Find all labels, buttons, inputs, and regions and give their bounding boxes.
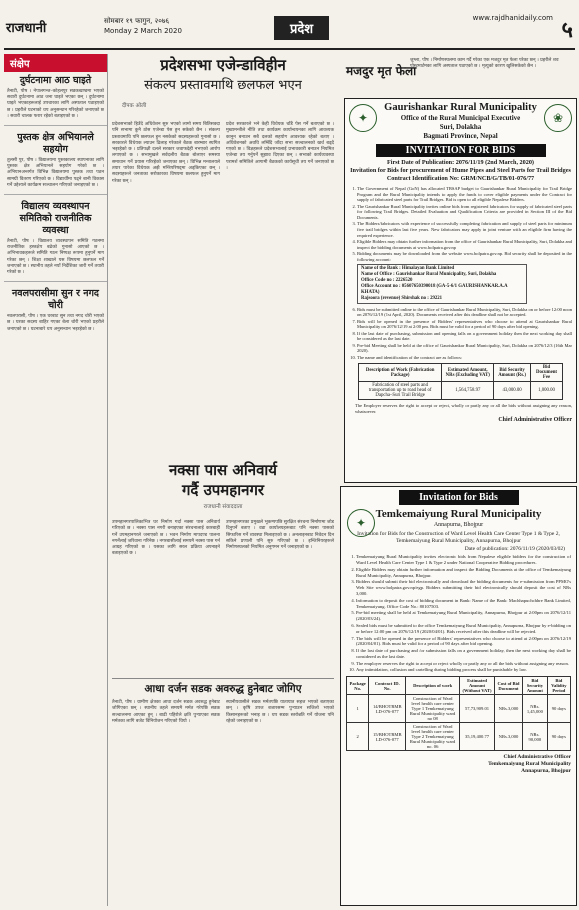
emblem-icon: ❀ (544, 104, 572, 132)
brief-story (4, 198, 107, 278)
clause: 3. Bidders should submit their bid electronically and download the bidding documents for e-submission from PPMO's Web Site www.bolpatra.gov.np/egp. Bidders submitting their bid electronically should deposit the cost of NRs 3,000. (356, 579, 571, 597)
masthead (4, 14, 575, 48)
notice-clauses (346, 554, 571, 673)
notice-clauses-2 (349, 307, 572, 361)
table-cell: Construction of Ward level health care center Type 1 Temkemaiyung Rural Municipality ward no 08 (406, 695, 460, 723)
notice-org: Gaurishankar Rural Municipality (384, 102, 537, 113)
table-header: Estimated Amount (Without VAT) (460, 677, 495, 695)
small-story-body: जुम्ला, पौष । निर्माणस्थलमा काम गर्दै गरेका एक मजदुर मृत फेला परेका छन् । प्रहरीले शव पोस्टमार्टमका लागि अस्पताल पठाएको छ । मृत्युको कारण खुलिसकेको छैन । (410, 58, 559, 70)
second-body-col2: उपमहानगरका प्रमुखले भूकम्पपछि सुरक्षित संरचना निर्माणमा जोड दिनुपर्ने बताए । वडा कार्यालयहरूबाट पनि नक्सा पासको सिफारिस गर्ने व्यवस्था मिलाइएको छ । अनलाइनबाट निवेदन दिन सकिने प्रणाली पनि सुरु गरिएको छ । इन्जिनियरहरूले निर्माणस्थलको नियमित अनुगमन गर्ने जनाइएको छ । (226, 520, 334, 551)
table-header: Description of work (406, 677, 460, 695)
brief-headline: विद्यालय व्यवस्थापन समितिको राजनीतिक व्यवस्था (19, 201, 92, 237)
brief-headline: दुर्घटनामा आठ घाइते (19, 75, 92, 86)
table-cell: NRs.3,000 (494, 695, 522, 723)
table-header: Package No. (347, 677, 369, 695)
brief-story (4, 72, 107, 122)
temkemaiyung-bid-notice (340, 486, 577, 906)
section-label: प्रदेश (274, 16, 329, 40)
third-headline: आधा दर्जन सडक अवरुद्ध हुनेबाट जोगिए (112, 678, 334, 696)
issue-date (104, 16, 254, 36)
clause: 8. If the last date of purchasing, submission and opening falls on a government holiday then the next working day shall be considered as the last date. (357, 331, 572, 342)
table-header: Estimated Amount, NRs (Excluding VAT) (442, 364, 494, 382)
notice-subject: Invitation for Bids for procurement of Hume Pipes and Steel Parts for Trail Bridges (350, 167, 571, 174)
brief-story (4, 129, 107, 191)
signature-place: Annapurna, Bhojpur (521, 768, 571, 775)
table-header: Bid Security Amount (Rs.) (494, 364, 531, 382)
table-cell: 15/BHOTRMB LD-076-077 (369, 723, 406, 751)
signature-org: Temkemaiyung Rural Municipality (488, 761, 571, 768)
brief-body: तैनाटी, पौष । नेपालगन्ज–कोहलपुर सडकखण्डमा भएको सवारी दुर्घटनामा आठ जना घाइते भएका छन् । दुर्घटनामा घाइते भएकाहरूलाई उपचारका लागि अस्पताल पठाइएको छ । प्रहरीले घटनाको थप अनुसन्धान गरिरहेको जनाएको छ । सवारी चालक फरार रहेको बताइएको छ । (7, 89, 104, 119)
website-url: www.rajdhanidaily.com (472, 14, 553, 22)
clause: 10. Any intimidation, collusion and cartelling during bidding process shall be punishable by law. (356, 667, 571, 673)
second-story-header (112, 460, 334, 510)
table-row (358, 382, 562, 400)
clause: 4. Eligible Bidders may obtain further information from the office of Gaurishankar Rural Municipality, Suri, Dolakha and inspect the bidding documents at www.bolpatra.gov.np (357, 239, 572, 250)
clause: 1. The Government of Nepal (GoN) has allocated TBSAP budget to Gaurishankar Rural Municipality for Trail Bridge Program and the Rural Municipality intends to apply the funds to cover eligible payments under the Contract for supply of fabricated steel parts for Trail Bridges. Bid is open to all eligible Nepalese Bidders. (357, 186, 572, 203)
second-headline-line2: गर्दै उपमहानगर (181, 481, 265, 499)
brief-body: तैनाटी, पौष । विद्यालय व्यवस्थापन समिति गठनमा राजनीतिक हस्तक्षेप बढेको गुनासो आएको छ । अभिभावकहरूले समिति गठन निष्पक्ष रूपमा हुनुपर्ने माग गरेका छन् । शिक्षा शाखाले यस विषयमा छलफल गर्ने जनाएको छ । स्थानीय तहले नयाँ निर्देशिका जारी गर्ने तयारी गरेको छ । (7, 239, 104, 276)
table-header: Description of Work (Fabrication Package) (358, 364, 441, 382)
clause: 6. Sealed bids must be submitted to the office Temkemaiyung Rural Municipality, Annapurna, Bhojpur by e-bidding on or before 12:00 pm on 2076/12/19 (2020/04/01). Bids received after this deadline will be rejected. (356, 623, 571, 635)
table-cell: 1,564,758.97 (442, 382, 494, 400)
table-cell: 43,000.00 (494, 382, 531, 400)
bank-name: Name of the Bank : Himalayan Bank Limited (361, 265, 455, 271)
notice-org: Temkemaiyung Rural Municipality (375, 508, 542, 520)
notice-place: Annapurna, Bhojpur (433, 522, 484, 528)
bank-details (357, 264, 527, 304)
brief-headline: पुस्तक क्षेत्र अभियानले सहयोग (17, 132, 94, 156)
table-cell: NRs. 90,000 (523, 723, 548, 751)
brief-column (4, 54, 108, 906)
bank-code: Office Code no : 2226520 (361, 277, 413, 283)
second-body-col1: उपमहानगरपालिकाभित्र घर निर्माण गर्दा नक्सा पास अनिवार्य गरिएको छ । नक्सा पास नगरी बनाइएका संरचनालाई कारबाही गर्ने उपमहानगरले जनाएको छ । भवन निर्माण मापदण्ड पालना नगर्नेलाई जरिवाना गरिनेछ । नगरबासीलाई समयमै नक्सा पास गर्न आग्रह गरिएको छ । यसका लागि सरल प्रक्रिया अपनाइने बताइएको छ । (112, 520, 220, 557)
notice-contract-id: Contract Identification No: GRM/NCB/G/TB/01-076/77 (386, 175, 535, 182)
table-cell: 90 days (547, 723, 570, 751)
clause: 5. Pre-bid meeting shall be held at Temkemaiyung Rural Municipality, Annapurna, Bhojpur at 2:00pm on 2076/12/11 (2020/03/24). (356, 610, 571, 622)
clause: 9. Pre-bid Meeting shall be held at the office of Gaurishankar Rural Municipality, Suri, Dolakha on 2076/12/3 (16th Mar 2020). (357, 343, 572, 354)
brief-story (4, 285, 107, 335)
table-cell: 57,73,909.01 (460, 695, 495, 723)
small-story-headline: मजदुर मृत फेला (346, 64, 417, 78)
bank-office: Name of Office : Gaurishankar Rural Municipality, Suri, Dolakha (361, 271, 497, 277)
notice-signature: Chief Administrative Officer (498, 416, 572, 423)
brief-section-header: संक्षेप (4, 54, 107, 72)
table-cell: 2 (347, 723, 369, 751)
notice-table (358, 363, 563, 400)
table-cell: NRs. 1,45,000 (523, 695, 548, 723)
brief-body: नवलपरासी, पौष । एक घरबाट सुन तथा नगद चोरी भएको छ । घरका सदस्य बाहिर गएका बेला चोरी भएको प्रहरीले जनाएको छ । घटनाबारे थप अनुसन्धान भइरहेको छ । (7, 314, 104, 332)
page-number: ५ (561, 17, 573, 43)
notice-table (346, 676, 571, 751)
gaurishankar-bid-notice (344, 98, 577, 483)
table-header: Bid Security Amount (523, 677, 548, 695)
clause: 7. The bids will be opened in the presence of Bidders' representatives who choose to attend at 2:00pm on 2076/12/19 (2020/04/01). Bids must be valid for a period of 90 days after bid opening. (356, 636, 571, 648)
table-row (347, 723, 571, 751)
notice-clauses (349, 186, 572, 263)
table-cell: 1 (347, 695, 369, 723)
third-body-col1: तैनाटी, पौष । ग्रामीण क्षेत्रका आधा दर्जन सडक अवरुद्ध हुनेबाट जोगिएका छन् । स्थानीय तहले समयमै मर्मत गरेपछि सडक सञ्चालनमा आएका हुन् । बाढी पहिरोले क्षति पुर्‍याएका सडक मर्मतका लागि बजेट विनियोजन गरिएको थियो । (112, 700, 220, 724)
bank-account: Office Account no : 05607650390018 (GA-5-6/1 GAURISHANKAR.A.A KHATA) (361, 283, 508, 295)
emblem-icon: ✦ (349, 104, 377, 132)
table-header-row (347, 677, 571, 695)
notice-title: INVITATION FOR BIDS (376, 144, 546, 157)
clause: 5. Bidding documents may be downloaded from the website www.bolpatra.gov.np. Bid security shall be deposited in the following account: (357, 251, 572, 262)
notice-publication-date: Date of publication: 2076/11/19 (2020/03/02) (464, 546, 565, 552)
table-header: Contract ID. No. (369, 677, 406, 695)
lead-body-col1: प्रदेशसभाको हिउँदे अधिवेशन सुरु भएको लामो समय बितिसक्दा पनि सभामा कुनै ठोस एजेन्डा पेस हुन सकेको छैन । संकल्प प्रस्तावमाथि पनि छलफल हुन नसकेको सदस्यहरूको गुनासो छ । सरकारले विधेयक ल्याउन ढिलाइ गरेकाले बैठक बारम्बार स्थगित भइरहेको छ । प्रतिपक्षी दलले सरकार जवाफदेही नभएको आरोप लगाएको छ । सभामुखले सर्वदलीय बैठक बोलाएर समस्या समाधान गर्ने प्रयास गरिरहेको जनाएका छन् । विभिन्न मन्त्रालयले तयार पारेका विधेयक अझै मन्त्रिपरिषद्‌मा अड्किएका छन् । सदस्यहरूले जनताका सरोकारका विषयमा छलफल हुनुपर्ने माग गरेका छन् । (112, 122, 220, 184)
clause: 2. Eligible Bidders may obtain further information and inspect the Bidding Documents at the office of Temkemaiyung Rural Municipality, Annapurna, Bhojpur. (356, 567, 571, 579)
clause: 6. Bids must be submitted online to the office of Gaurishankar Rural Municipality, Suri, Dolakha on or before 12:00 noon on 2076/12/19 (1st April, 2020). Documents received after this deadline shall not be accepted. (357, 307, 572, 318)
table-header: Bid Validity Period (547, 677, 570, 695)
clause: 1. Temkemaiyung Rural Municipality invites electronic bids from Nepalese eligible bidders for the construction of Ward Level Health Care Center Type 1 & Type 2 under National Cooperative Bidding procedures. (356, 554, 571, 566)
clause: 10. The name and identification of the contract are as follows: (357, 355, 572, 361)
table-row (347, 695, 571, 723)
notice-signature (346, 754, 571, 775)
notice-closing: The Employer reserves the right to accept or reject, wholly or partly any or all the bids without assigning any reason, whatsoever. (355, 403, 572, 414)
notice-office: Office of the Rural Municipal Executive (400, 114, 521, 122)
signature-title: Chief Administrative Officer (503, 754, 571, 761)
lead-headline: प्रदेशसभा एजेन्डाविहीन (160, 56, 286, 74)
clause: 9. The employer reserves the right to accept or reject wholly or partly any or all the bids without assigning any reason. (356, 661, 571, 667)
table-cell: Fabrication of steel parts and transportation up to road head of Dapcha–Suri Trail Bridge (358, 382, 441, 400)
second-headline-line1: नक्सा पास अनिवार्य (168, 461, 278, 479)
table-cell: 14/BHOTRMB LD-076-077 (369, 695, 406, 723)
divider (4, 125, 107, 126)
notice-invitation: Invitation for Bids for the Construction of Ward Level Health Care Center Type 1 & Type 2, Temkemaiyung Rural Municipality, Annapurna, Bhojpur (357, 531, 560, 544)
third-body-col2: स्थानीयवासीले सडक मर्मतपछि यातायात सहज भएको बताएका छन् । कृषि उपज बजारसम्म पुर्‍याउन सजिलो भएको किसानहरूको भनाइ छ । थप सडक स्तरोन्नति गर्ने योजना पनि रहेको जनाइएको छ । (226, 700, 334, 724)
table-cell: 90 days (547, 695, 570, 723)
table-cell: 35,19,400.77 (460, 723, 495, 751)
notice-region: Bagmati Province, Nepal (423, 132, 498, 140)
second-byline: राजधानी संवाददाता (203, 504, 243, 510)
brief-body: तुलसी पुर, पौष । विद्यालयमा पुस्तकालय स्थापनाका लागि पुस्तक क्षेत्र अभियानले सहयोग गरेको छ । अभियानअन्तर्गत विभिन्न विद्यालयमा पुस्तक तथा पठन सामग्री वितरण गरिएको छ । विद्यार्थीमा पढ्ने बानी विकास गर्ने उद्देश्यले कार्यक्रम सञ्चालन गरिएको जनाइएको छ । (7, 158, 104, 188)
lead-byline: दीपक ओली (122, 103, 147, 109)
clause: 4. Information to deposit the cost of bidding document in Bank: Name of the Bank: Machhapuchchhre Bank Limited, Temkemaiyung. Office Code No.: 80107503. (356, 598, 571, 610)
lead-story-header (112, 55, 334, 109)
lead-subheadline: संकल्प प्रस्तावमाथि छलफल भएन (144, 78, 302, 93)
table-header-row (358, 364, 562, 382)
clause: 7. Bids will be opened in the presence of Bidders' representatives who choose to attend at Gaurishankar Rural Municipality on 2076/12/19 at 2:00 pm. Bids must be valid for a period of 90 days after bid opening. (357, 319, 572, 330)
table-cell: Construction of Ward level health care center Type 2 Temkemaiyung Rural Municipality ward no. 06 (406, 723, 460, 751)
notice-place: Suri, Dolakha (439, 123, 482, 131)
masthead-divider (4, 48, 575, 50)
notice-title: Invitation for Bids (399, 490, 519, 505)
divider (4, 194, 107, 195)
clause: 2. The Gaurishankar Rural Municipality invites online bids from registered fabricators for supply of fabricated steel parts for following Trail Bridges. Detailed Evaluation and Qualification Criteria are provided in Section III of the Bid Documents. (357, 204, 572, 221)
lead-body-col2: प्रदेश सरकारले भने केही विधेयक चाँडै पेस गर्ने बताएको छ । मुख्यमन्त्रीले नीति तथा कार्यक्रम कार्यान्वयनका लागि आवश्यक कानुन बनाउन सबै दलको सहयोग आवश्यक रहेको बताए । अधिवेशनको अवधि लम्बिँदै जाँदा सभा सञ्चालनको खर्च बढ्दै गएको छ । विज्ञहरूले प्रदेशसभालाई प्रभावकारी बनाउन नियमित एजेन्डा तय गर्नुपर्ने सुझाव दिएका छन् । सभाको कार्यव्यवस्था परामर्श समितिले आगामी बैठकको कार्यसूची तय गर्ने जनाएको छ । (226, 122, 334, 172)
issue-date-np: सोमबार १९ फागुन, २०७६ (104, 17, 170, 25)
table-header: Cost of Bid Document (494, 677, 522, 695)
notice-publication-date: First Date of Publication: 2076/11/19 (2nd March, 2020) (386, 159, 534, 166)
table-header: Bid Document Fee (530, 364, 562, 382)
table-cell: NRs.3,000 (494, 723, 522, 751)
divider (4, 281, 107, 282)
clause: 8. If the last date of purchasing and /or submission falls on a government holiday, then the next working day shall be considered as the last date. (356, 648, 571, 660)
newspaper-title: राजधानी (6, 21, 47, 36)
table-cell: 1,000.00 (530, 382, 562, 400)
issue-date-en: Monday 2 March 2020 (104, 27, 182, 35)
emblem-icon: ✦ (347, 509, 375, 537)
bank-branch: Rajsoora (revenue) Shirshak no : 29221 (361, 295, 443, 301)
brief-headline: नवलपरासीमा सुन र नगद चोरी (12, 288, 99, 312)
clause: 3. The Bidders/fabricators with experience of successfully completing fabrication and supply of steel parts for minimum five trail bridges within last five years. New fabricators may apply in joint venture with an eligible firm having the required experience. (357, 221, 572, 238)
